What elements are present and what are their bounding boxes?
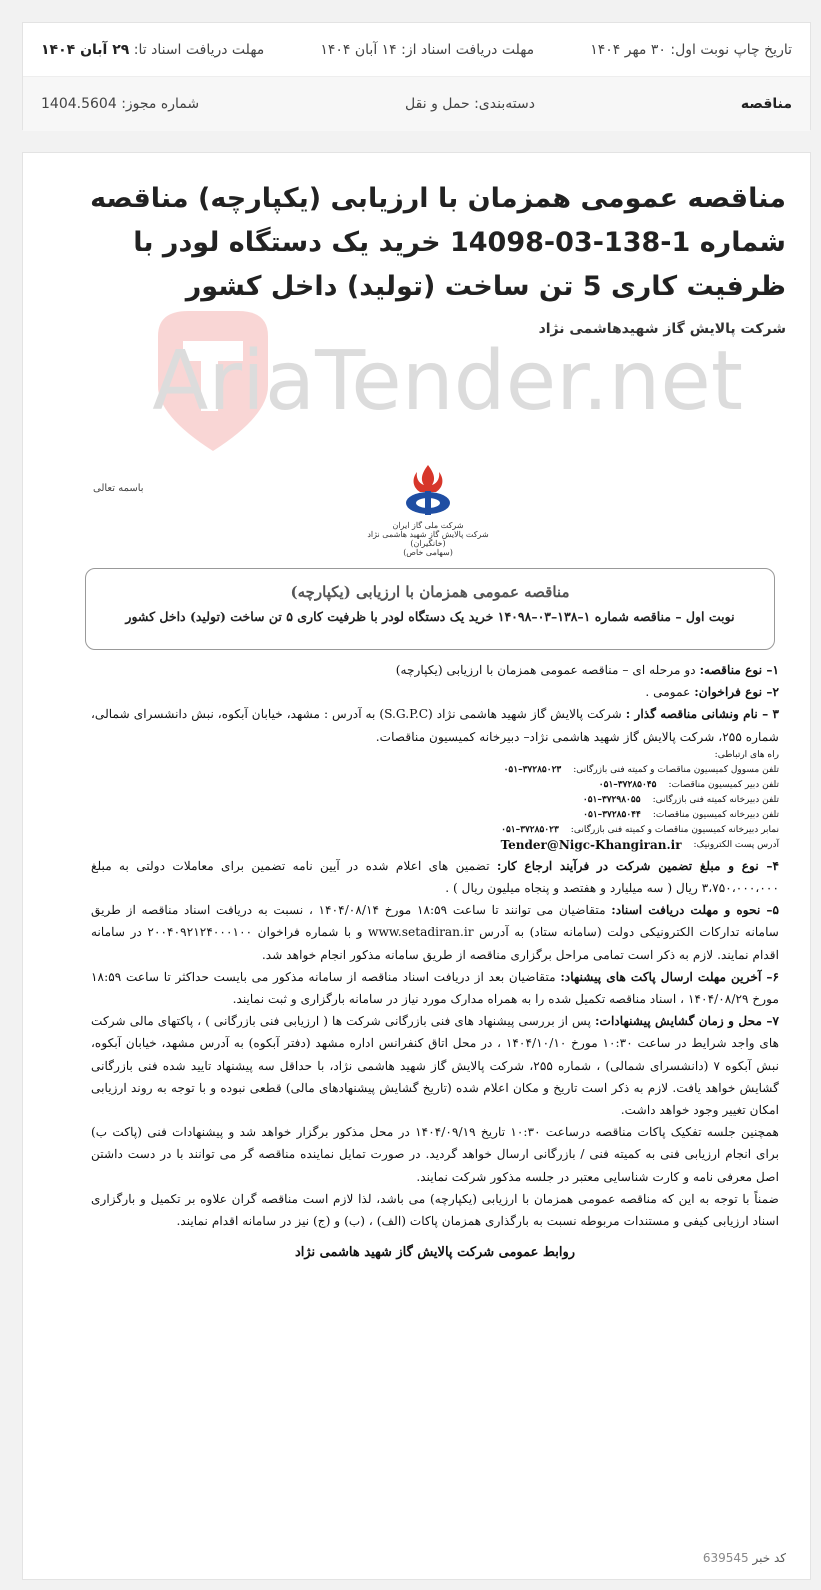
receive-from: مهلت دریافت اسناد از: ۱۴ آبان ۱۴۰۴ [320, 41, 535, 58]
receive-to: مهلت دریافت اسناد تا: ۲۹ آبان ۱۴۰۴ [41, 41, 265, 58]
license: شماره مجوز: 1404.5604 [41, 96, 200, 112]
email-row: آدرس پست الکترونیک: Tender@Nigc-Khangiran.ir [500, 837, 779, 852]
contact-row: تلفن دبیر کمیسیون مناقصات: ۰۵۱–۳۷۲۸۵۰۴۵ [598, 779, 779, 790]
page-title: مناقصه عمومی همزمان با ارزیابی (یکپارچه) مناقصه شماره 1-138-03-14098 خرید یک دستگاه لودر با ظرفیت کاری 5 تن ساخت (تولید) داخل کشور [90, 183, 786, 302]
news-code: کد خبر 639545 [702, 1551, 786, 1565]
notice-box-title: مناقصه عمومی همزمان با ارزیابی (یکپارچه) [290, 583, 570, 601]
item-3: ۳ – نام ونشانی مناقصه گذار : شرکت پالایش گاز شهید هاشمی نژاد (S.G.P.C) به آدرس : مشهد، خیابان آبکوه، نبش دانشسرای شمالی، شماره ۲۵۵، شرکت پالایش گاز شهید هاشمی نژاد– دبیرخانه کمیسیون مناقصات. [91, 707, 780, 744]
notice-box-subtitle: نوبت اول – مناقصه شماره ۱–۱۳۸–۰۳–۱۴۰۹۸ خرید یک دستگاه لودر با ظرفیت کاری ۵ تن ساخت (تولید) داخل کشور [125, 609, 735, 624]
paragraph-integrated: ضمناً با توجه به این که مناقصه عمومی همزمان با ارزیابی (یکپارچه) می باشد، لذا لازم است مناقصه گران علاوه بر تکمیل و بارگزاری اسناد ارزیابی کیفی و مستندات مربوطه نسبت به بارگذاری همزمان پاکات (الف) ، (ب) و (ج) نیز در سامانه اقدام نمایند. [91, 1191, 779, 1229]
item-5: ۵– نحوه و مهلت دریافت اسناد: متقاضیان می توانند تا ساعت ۱۸:۵۹ مورخ ۱۴۰۴/۰۸/۱۴ ، نسبت به دریافت اسناد مناقصه از طریق سامانه تدارکات الکترونیکی دولت (سامانه ستاد) به آدرس www.setadiran.ir و با شماره فراخوان ۲۰۰۴۰۹۲۱۲۴۰۰۰۱۰۰ در سامانه اقدام نمایند. لازم به ذکر است تمامی مراحل برگزاری مناقصه از طریق سامانه مذکور انجام خواهد شد. [91, 903, 779, 962]
item-4: ۴– نوع و مبلغ تضمین شرکت در فرآیند ارجاع کار: تضمین های اعلام شده در آیین نامه تضمین برای معاملات دولتی به مبلغ ۳،۷۵۰،۰۰۰،۰۰۰ ریال ( سه میلیارد و هفتصد و پنجاه میلیون ریال ) . [91, 858, 779, 896]
basmala: باسمه تعالی [93, 483, 144, 494]
contact-row: نمابر دبیرخانه کمیسیون مناقصات و کمیته فنی بازرگانی: ۰۵۱–۳۷۲۸۵۰۲۳ [501, 824, 779, 835]
nigc-flame-icon [398, 463, 458, 519]
print-date: تاریخ چاپ نوبت اول: ۳۰ مهر ۱۴۰۴ [590, 41, 792, 58]
tender-notice-scan [73, 463, 785, 1543]
contact-row: تلفن دبیرخانه کمیسیون مناقصات: ۰۵۱–۳۷۲۸۵۰۴۴ [583, 809, 779, 820]
main-card [22, 152, 811, 1580]
logo-line-1: شرکت ملی گاز ایران [392, 521, 464, 530]
item-1: ۱– نوع مناقصه: دو مرحله ای – مناقصه عمومی همزمان با ارزیابی (یکپارچه) [395, 663, 779, 677]
category: دسته‌بندی: حمل و نقل [405, 96, 535, 112]
contact-row: تلفن دبیرخانه کمیته فنی بازرگانی: ۰۵۱–۳۷۲۹۸۰۵۵ [582, 794, 779, 805]
item-7: ۷– محل و زمان گشایش پیشنهادات: پس از بررسی پیشنهاد های فنی بازرگانی شرکت ها ( ارزیابی فنی بازرگانی ) ، پاکتهای مالی شرکت های واجد شرایط در ساعت ۱۰:۳۰ مورخ ۱۴۰۴/۱۰/۱۰ ، در محل اتاق کنفرانس اداره مشهد (دفتر آبکوه) به آدرس مشهد، خیابان آبکوه، نبش آبکوه ۷ (دانشسرای شمالی) ، شماره ۲۵۵، شرکت پالایش گاز شهید هاشمی نژاد، با حداقل سه پیشنهاد تایید شده فنی بازرگانی گشایش خواهد یافت. لازم به ذکر است تاریخ و مکان اعلام شده (تاریخ گشایش پیشنهادهای مالی) قطعی نبوده و با توجه به روند ارزیابی امکان تغییر وجود خواهد داشت. [91, 1014, 780, 1118]
email-link: Tender@Nigc-Khangiran.ir [500, 837, 682, 852]
item-2: ۲– نوع فراخوان: عمومی . [645, 685, 779, 700]
contacts-block [91, 748, 779, 853]
meta-row [23, 77, 810, 131]
organization-name: شرکت پالایش گاز شهیدهاشمی نژاد [538, 321, 786, 337]
dates-row [23, 23, 810, 77]
item-6: ۶– آخرین مهلت ارسال پاکت های پیشنهاد: متقاضیان بعد از دریافت اسناد مناقصه از سامانه مذکور می بایست حداکثر تا ساعت ۱۸:۵۹ مورخ ۱۴۰۴/۰۸/۲۹ ، اسناد مناقصه تکمیل شده را به همراه مدارک مورد نیاز در سامانه بارگزاری و ثبت نمایند. [91, 969, 780, 1007]
contacts-title: راه های ارتباطی: [714, 749, 779, 760]
info-card [22, 22, 811, 130]
logo-line-2: شرکت پالایش گاز شهید هاشمی نژاد (خانگیران) [367, 530, 489, 548]
notice-title-box [85, 568, 775, 650]
logo-line-3: (سهامی خاص) [403, 548, 453, 557]
tender-type: مناقصه [740, 96, 792, 112]
watermark-text: AriaTender.net [152, 334, 743, 429]
signature: روابط عمومی شرکت پالایش گاز شهید هاشمی نژاد [294, 1245, 576, 1261]
paragraph-envelopes: همچنین جلسه تفکیک پاکات مناقصه درساعت ۱۰:۳۰ تاریخ ۱۴۰۴/۰۹/۱۹ در محل مذکور برگزار خواهد شد و پیشنهادات فنی (پاکت ب) برای انجام ارزیابی فنی به کمیته فنی / بازرگانی ارسال خواهد گردید. در صورت تمایل نماینده مناقصه گر می توانند با در دست داشتن اصل معرفی نامه و کارت شناسایی معتبر در جلسه مذکور شرکت نمایند. [91, 1125, 779, 1184]
nigc-logo [363, 463, 493, 573]
notice-body [91, 659, 779, 1264]
contact-row: تلفن مسوول کمیسیون مناقصات و کمیته فنی بازرگانی: ۰۵۱–۳۷۲۸۵۰۲۳ [503, 764, 779, 775]
